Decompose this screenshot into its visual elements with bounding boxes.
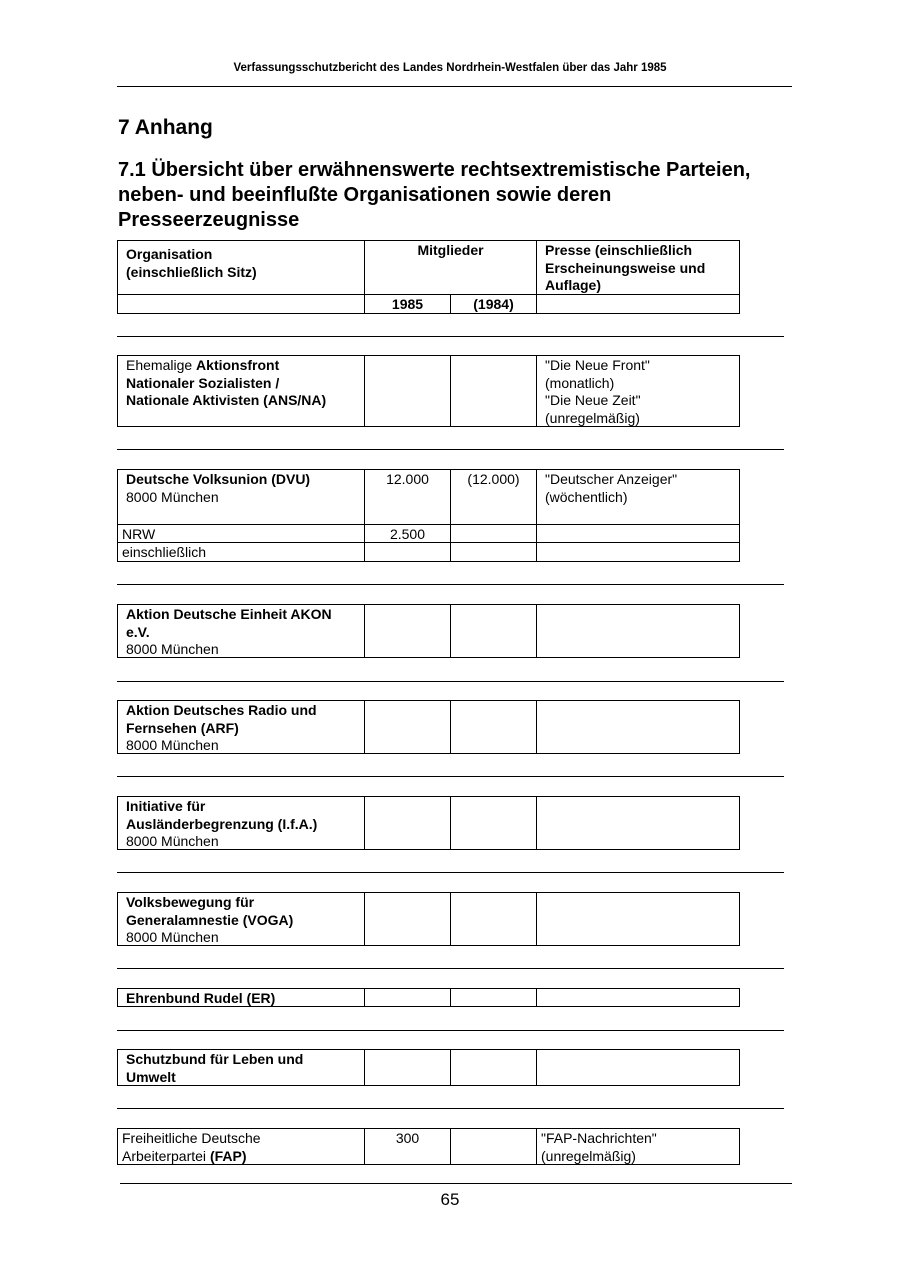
table-row-er (117, 988, 740, 1007)
members-1985 (365, 893, 451, 945)
header-presse-l2: Erscheinungsweise und (545, 259, 706, 276)
org-region: NRW (118, 525, 365, 542)
header-organisation (118, 241, 365, 294)
members-1985: 12.000 (365, 470, 451, 524)
table-header-row (117, 240, 740, 295)
members-1985: 2.500 (365, 525, 451, 542)
members-1984 (451, 356, 537, 426)
separator-rule (117, 1108, 784, 1109)
press-line: "Deutscher Anzeiger" (545, 471, 678, 487)
separator-rule (117, 681, 784, 682)
year-current: 1985 (365, 295, 451, 313)
members-1984: (12.000) (451, 470, 537, 524)
table-year-row (117, 294, 740, 314)
org-cell (118, 701, 365, 753)
org-cell (118, 1129, 365, 1164)
header-presse (537, 241, 739, 294)
org-seat: 8000 München (126, 833, 219, 849)
section-title: 7.1 Übersicht über erwähnenswerte rechtsextremistische Parteien, neben- und beeinflußte Organisationen sowie deren Presseerzeugnisse (118, 159, 751, 231)
org-name: Ehrenbund Rudel (ER) (118, 989, 365, 1006)
org-name-line: Nationaler Sozialisten / (126, 374, 280, 391)
org-abbreviation: (FAP) (209, 1147, 247, 1164)
page-number: 65 (440, 1190, 460, 1209)
separator-rule (117, 336, 784, 337)
members-1984 (451, 989, 537, 1006)
members-1984 (451, 1050, 537, 1085)
members-1985 (365, 543, 451, 561)
separator-rule (117, 776, 784, 777)
press-line: (unregelmäßig) (545, 409, 640, 426)
press-cell (537, 1050, 739, 1085)
org-name-line: Nationale Aktivisten (ANS/NA) (126, 392, 327, 408)
org-seat: 8000 München (126, 488, 219, 505)
press-cell (537, 543, 739, 561)
separator-rule (117, 968, 784, 969)
members-1985 (365, 356, 451, 426)
header-presse-l3: Auflage) (545, 277, 601, 293)
press-cell (537, 470, 739, 524)
press-line: "Die Neue Front" (545, 357, 650, 373)
separator-rule (117, 584, 784, 585)
org-prefix: Ehemalige (126, 357, 197, 373)
org-cell (118, 605, 365, 657)
table-row-dvu (117, 469, 740, 525)
org-name: Aktion Deutsches Radio und (126, 702, 317, 718)
press-cell (537, 989, 739, 1006)
members-1984 (451, 1129, 537, 1164)
members-1985 (365, 701, 451, 753)
org-name-line: Umwelt (126, 1068, 176, 1085)
press-cell (537, 797, 739, 849)
separator-rule (117, 1030, 784, 1031)
members-1985 (365, 605, 451, 657)
running-header: Verfassungsschutzbericht des Landes Nordrhein-Westfalen über das Jahr 1985 (233, 62, 667, 74)
table-row-slu (117, 1049, 740, 1086)
press-line: "FAP-Nachrichten" (541, 1130, 657, 1146)
separator-rule (117, 449, 784, 450)
org-cell (118, 1050, 365, 1085)
table-row-ansna (117, 355, 740, 427)
table-row-dvu-einschl (117, 542, 740, 562)
header-organisation-sub: (einschließlich Sitz) (126, 263, 257, 280)
table-row-fap (117, 1128, 740, 1165)
header-mitglieder: Mitglieder (365, 241, 537, 294)
members-1985 (365, 1050, 451, 1085)
members-1984 (451, 893, 537, 945)
members-1985: 300 (365, 1129, 451, 1164)
table-row-dvu-nrw (117, 524, 740, 543)
header-presse-l1: Presse (einschließlich (545, 242, 693, 258)
org-name: Freiheitliche Deutsche (122, 1130, 261, 1146)
org-cell (118, 470, 365, 524)
org-cell (118, 893, 365, 945)
press-line: "Die Neue Zeit" (545, 392, 641, 408)
org-name-line: e.V. (126, 623, 150, 640)
org-seat: 8000 München (126, 929, 219, 945)
press-cell (537, 525, 739, 542)
org-name-line: Ausländerbegrenzung (I.f.A.) (126, 815, 318, 832)
header-organisation-label: Organisation (126, 246, 213, 262)
members-1984 (451, 701, 537, 753)
org-name-line: Generalamnestie (VOGA) (126, 911, 294, 928)
press-line: (unregelmäßig) (541, 1147, 636, 1164)
year-row-empty (118, 295, 365, 313)
table-row-arf (117, 700, 740, 754)
org-name: Volksbewegung für (126, 894, 255, 910)
press-line: (wöchentlich) (545, 488, 628, 505)
org-cell (118, 356, 365, 426)
org-name: Aktionsfront (196, 357, 280, 373)
org-name: Initiative für (126, 798, 206, 814)
org-name: Deutsche Volksunion (DVU) (126, 471, 311, 487)
org-seat: 8000 München (126, 641, 219, 657)
press-cell (537, 356, 739, 426)
year-row-presse-empty (537, 295, 739, 313)
press-cell (537, 701, 739, 753)
org-cell (118, 797, 365, 849)
members-1985 (365, 797, 451, 849)
org-name-line: Fernsehen (ARF) (126, 719, 239, 736)
table-row-voga (117, 892, 740, 946)
members-1984 (451, 797, 537, 849)
members-1984 (451, 525, 537, 542)
press-line: (monatlich) (545, 374, 615, 391)
header-rule (117, 86, 792, 87)
org-seat: 8000 München (126, 737, 219, 753)
table-row-akon (117, 604, 740, 658)
org-name: Aktion Deutsche Einheit AKON (126, 606, 332, 622)
org-name: Schutzbund für Leben und (126, 1051, 304, 1067)
members-1984 (451, 605, 537, 657)
separator-rule (117, 872, 784, 873)
members-1985 (365, 989, 451, 1006)
org-note: einschließlich (118, 543, 365, 561)
table-row-ifa (117, 796, 740, 850)
chapter-title: 7 Anhang (118, 116, 213, 139)
press-cell (537, 605, 739, 657)
press-cell (537, 893, 739, 945)
members-1984 (451, 543, 537, 561)
footer-rule (120, 1183, 792, 1184)
press-cell (537, 1129, 739, 1164)
year-previous: (1984) (451, 295, 537, 313)
org-name-line: Arbeiterpartei (122, 1147, 210, 1164)
